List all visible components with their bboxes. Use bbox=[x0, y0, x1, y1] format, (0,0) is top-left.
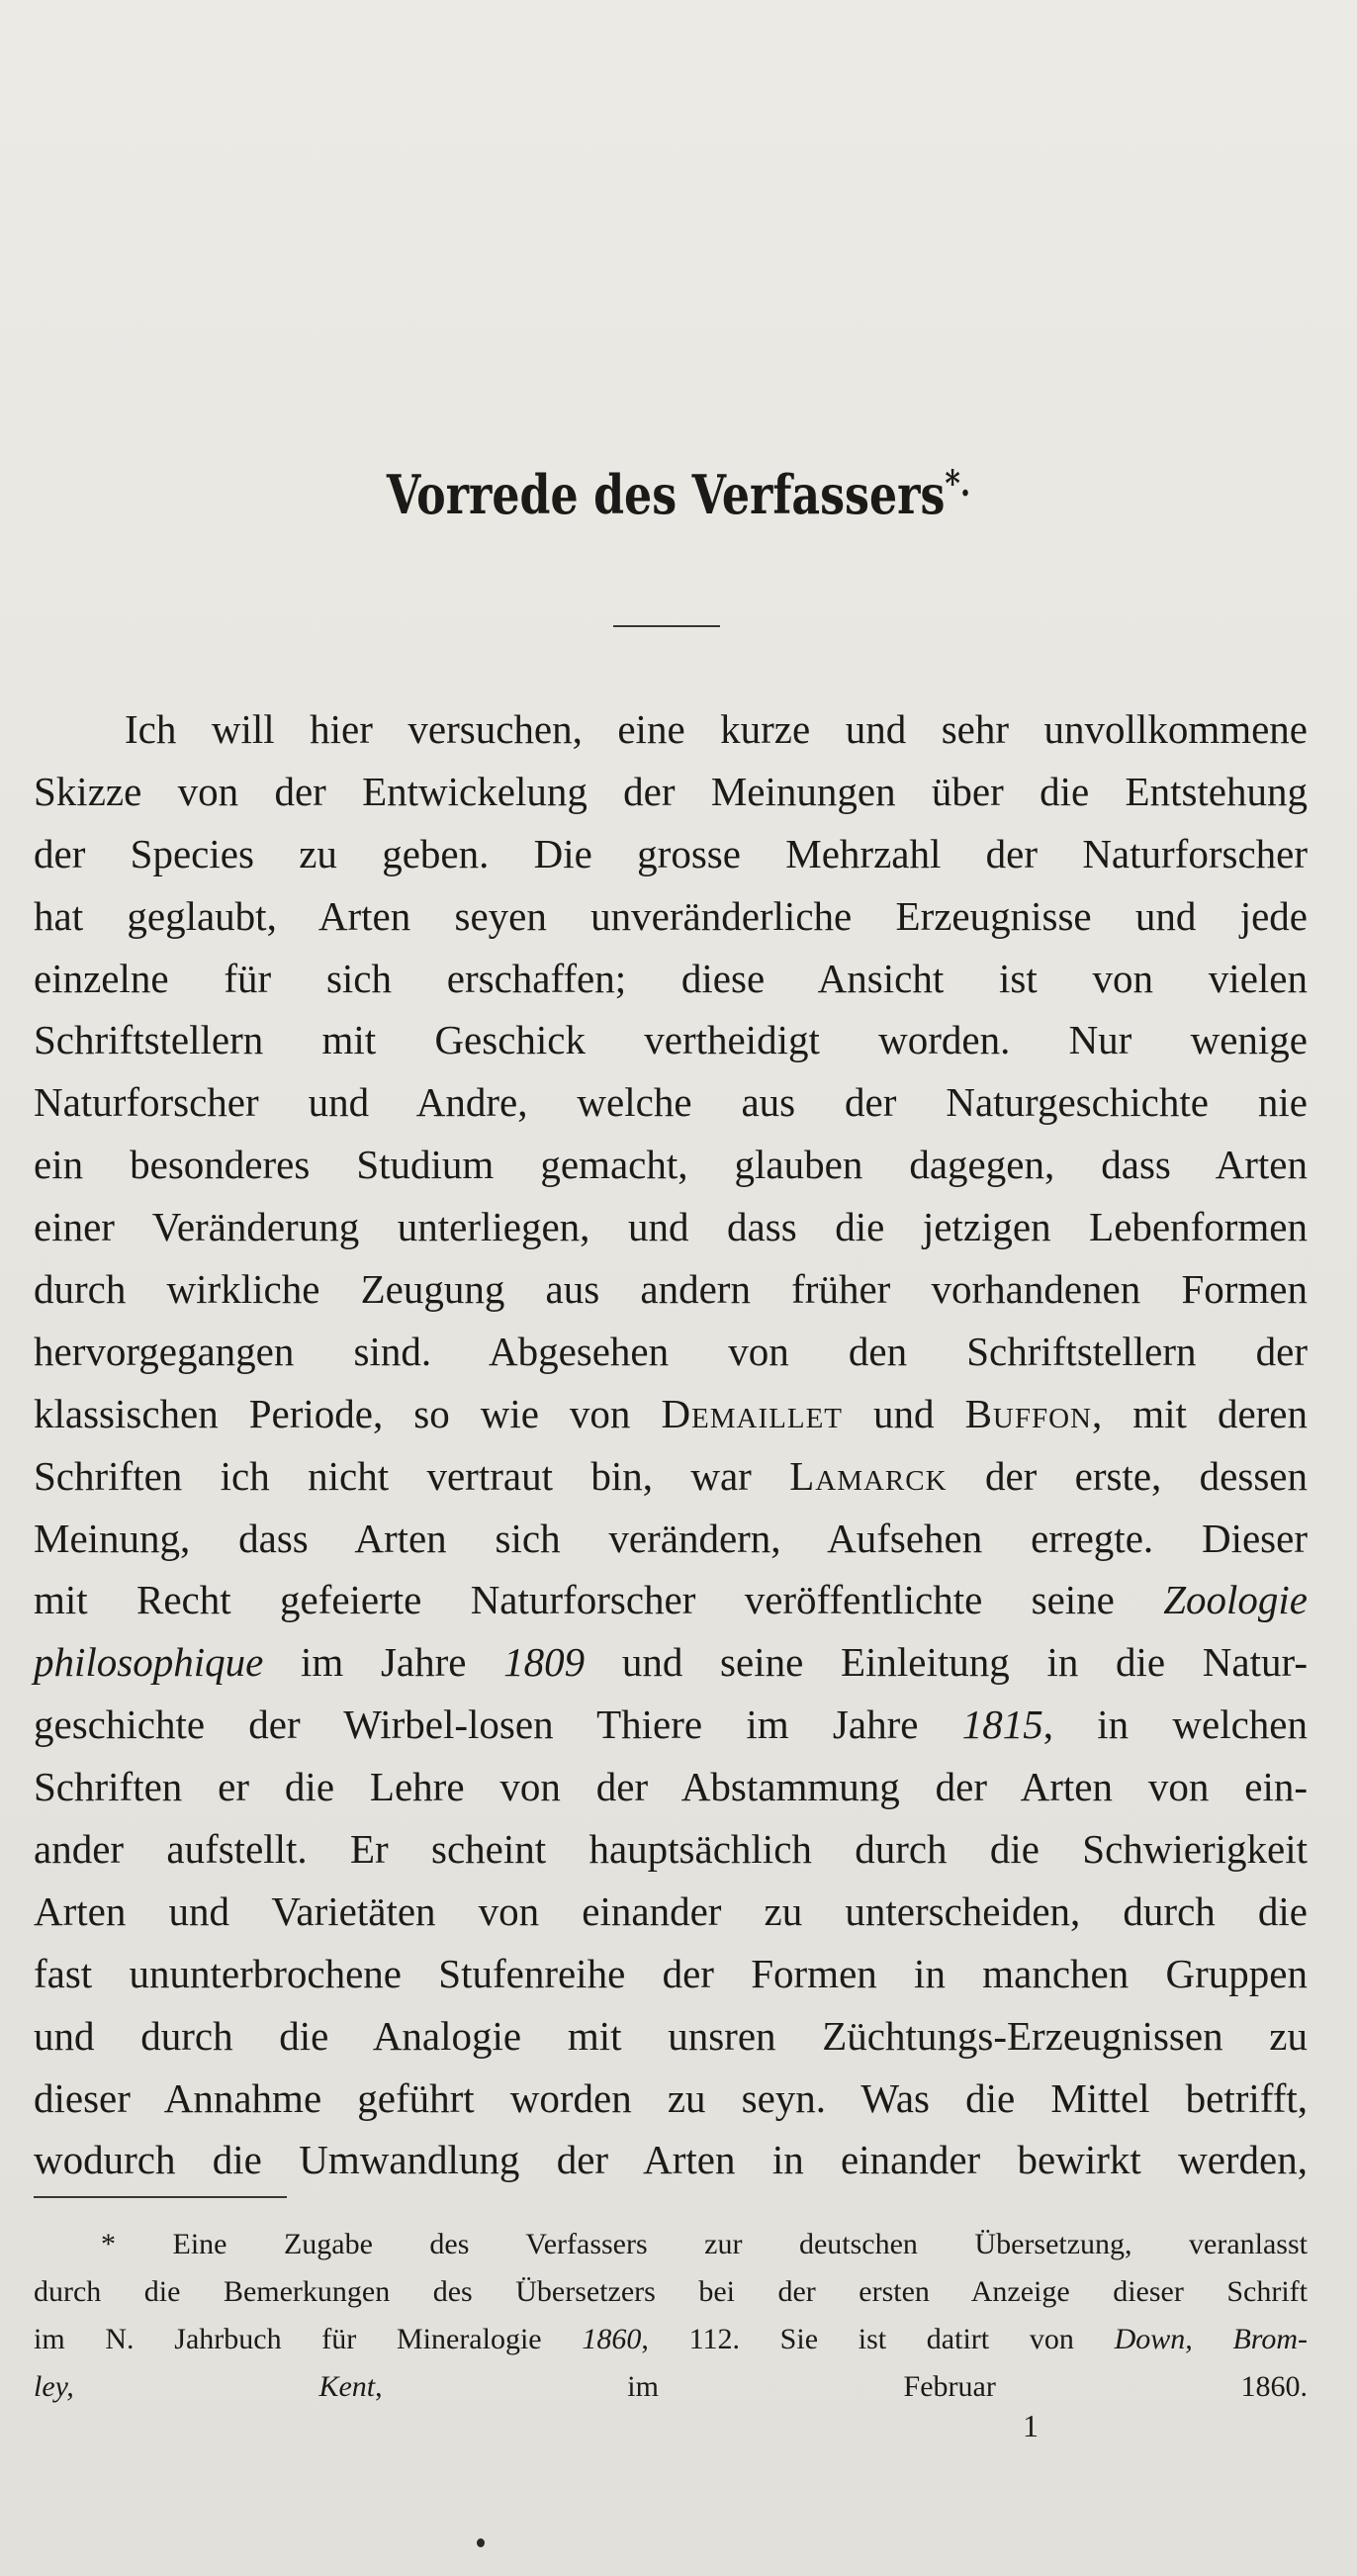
text-line bbox=[34, 1508, 1308, 1570]
text-line bbox=[34, 948, 1308, 1010]
text-run: , 112. Sie ist datirt von bbox=[641, 2323, 1115, 2355]
text-line bbox=[34, 1756, 1308, 1818]
text-run: Schriftstellern mit Geschick vertheidigt worden. Nur wenige bbox=[34, 1017, 1308, 1063]
text-line bbox=[34, 823, 1308, 885]
text-line bbox=[34, 698, 1308, 761]
text-run: , im Februar 1860. bbox=[375, 2370, 1308, 2403]
text-run: Naturforscher und Andre, welche aus der Naturgeschichte nie bbox=[34, 1079, 1308, 1126]
footnote bbox=[34, 2221, 1308, 2411]
text-run: Zoologie bbox=[1163, 1577, 1308, 1623]
text-run: philosophique bbox=[34, 1639, 264, 1686]
text-run: Lamarck bbox=[789, 1452, 948, 1499]
text-run: , mit deren bbox=[1092, 1390, 1308, 1436]
text-run: der Species zu geben. Die grosse Mehrzahl der Naturforscher bbox=[34, 830, 1308, 876]
text-line bbox=[34, 761, 1308, 823]
text-run: im Jahre bbox=[263, 1639, 504, 1686]
text-run: und durch die Analogie mit unsren Züchtungs-Erzeugnissen zu bbox=[34, 2012, 1308, 2059]
text-run: ley, Kent bbox=[34, 2370, 376, 2403]
title-rule bbox=[613, 625, 720, 627]
footnote-rule bbox=[34, 2196, 287, 2198]
text-run: Ich will hier versuchen, eine kurze und sehr unvollkommene bbox=[125, 706, 1308, 752]
text-line bbox=[34, 1134, 1308, 1196]
text-line bbox=[34, 1569, 1308, 1631]
text-run: ein besonderes Studium gemacht, glauben dagegen, dass Arten bbox=[34, 1142, 1308, 1188]
text-run: Meinung, dass Arten sich verändern, Aufsehen erregte. Dieser bbox=[34, 1515, 1308, 1561]
page-title bbox=[122, 463, 1234, 526]
text-run: und bbox=[843, 1390, 965, 1436]
text-line bbox=[34, 1445, 1308, 1508]
text-line bbox=[34, 1258, 1308, 1321]
text-run: * Eine Zugabe des Verfassers zur deutschen Übersetzung, veranlasst bbox=[101, 2228, 1308, 2260]
text-run: Arten und Varietäten von einander zu unterscheiden, durch die bbox=[34, 1887, 1308, 1934]
text-run: Demaillet bbox=[661, 1390, 844, 1436]
body-text bbox=[34, 698, 1308, 2191]
title-text: Vorrede des Verfassers bbox=[386, 463, 946, 526]
text-line bbox=[34, 1071, 1308, 1134]
footnote-line bbox=[34, 2221, 1308, 2268]
text-line bbox=[34, 1009, 1308, 1071]
text-run: Down, Brom- bbox=[1114, 2323, 1309, 2355]
text-run: einer Veränderung unterliegen, und dass die jetzigen Lebenformen bbox=[34, 1204, 1308, 1250]
text-line bbox=[34, 2005, 1308, 2068]
text-run: im N. Jahrbuch für Mineralogie bbox=[34, 2323, 583, 2355]
footnote-line bbox=[34, 2268, 1308, 2316]
text-line bbox=[34, 1694, 1308, 1756]
text-run: hat geglaubt, Arten seyen unveränderliche Erzeugnisse und jede bbox=[34, 892, 1308, 939]
text-run: 1860 bbox=[582, 2323, 642, 2355]
text-run: hervorgegangen sind. Abgesehen von den Schriftstellern der bbox=[34, 1328, 1308, 1374]
text-run: einzelne für sich erschaffen; diese Ansicht ist von vielen bbox=[34, 955, 1308, 1001]
text-line bbox=[34, 1943, 1308, 2005]
text-run: wodurch die Umwandlung der Arten in einander bewirkt werden, bbox=[34, 2137, 1308, 2183]
text-run: 1809 bbox=[503, 1639, 586, 1686]
text-run: mit Recht gefeierte Naturforscher veröffentlichte seine bbox=[34, 1577, 1164, 1623]
text-run: fast ununterbrochene Stufenreihe der Formen in manchen Gruppen bbox=[34, 1950, 1308, 1996]
text-run: durch wirkliche Zeugung aus andern früher vorhandenen Formen bbox=[34, 1266, 1308, 1313]
text-line bbox=[34, 1383, 1308, 1445]
text-run: Skizze von der Entwickelung der Meinungen über die Entstehung bbox=[34, 768, 1308, 814]
text-run: klassischen Periode, so wie von bbox=[34, 1390, 662, 1436]
text-run: Schriften er die Lehre von der Abstammung der Arten von ein- bbox=[34, 1764, 1308, 1810]
text-line bbox=[34, 1818, 1308, 1881]
title-footnote-mark: *. bbox=[945, 463, 971, 505]
ink-speck bbox=[477, 2538, 485, 2547]
text-run: , in welchen bbox=[1042, 1702, 1309, 1748]
text-run: durch die Bemerkungen des Übersetzers bei der ersten Anzeige dieser Schrift bbox=[34, 2275, 1308, 2308]
footnote-line bbox=[34, 2316, 1308, 2363]
text-run: geschichte der Wirbel-losen Thiere im Jahre bbox=[34, 1702, 962, 1748]
footnote-line bbox=[34, 2363, 1308, 2411]
text-line bbox=[34, 1881, 1308, 1943]
text-run: Buffon bbox=[964, 1390, 1092, 1436]
text-run: Schriften ich nicht vertraut bin, war bbox=[34, 1452, 790, 1499]
text-line bbox=[34, 2129, 1308, 2191]
text-run: ander aufstellt. Er scheint hauptsächlich durch die Schwierigkeit bbox=[34, 1826, 1308, 1873]
text-line bbox=[34, 1631, 1308, 1694]
text-run: dieser Annahme geführt worden zu seyn. Was die Mittel betrifft, bbox=[34, 2074, 1308, 2121]
text-line bbox=[34, 2068, 1308, 2130]
text-run: 1815 bbox=[961, 1702, 1043, 1748]
text-run: der erste, dessen bbox=[947, 1452, 1308, 1499]
text-line bbox=[34, 885, 1308, 948]
text-line bbox=[34, 1321, 1308, 1383]
text-run: und seine Einleitung in die Natur- bbox=[585, 1639, 1308, 1686]
text-line bbox=[34, 1196, 1308, 1258]
signature-mark: 1 bbox=[1023, 2408, 1039, 2443]
